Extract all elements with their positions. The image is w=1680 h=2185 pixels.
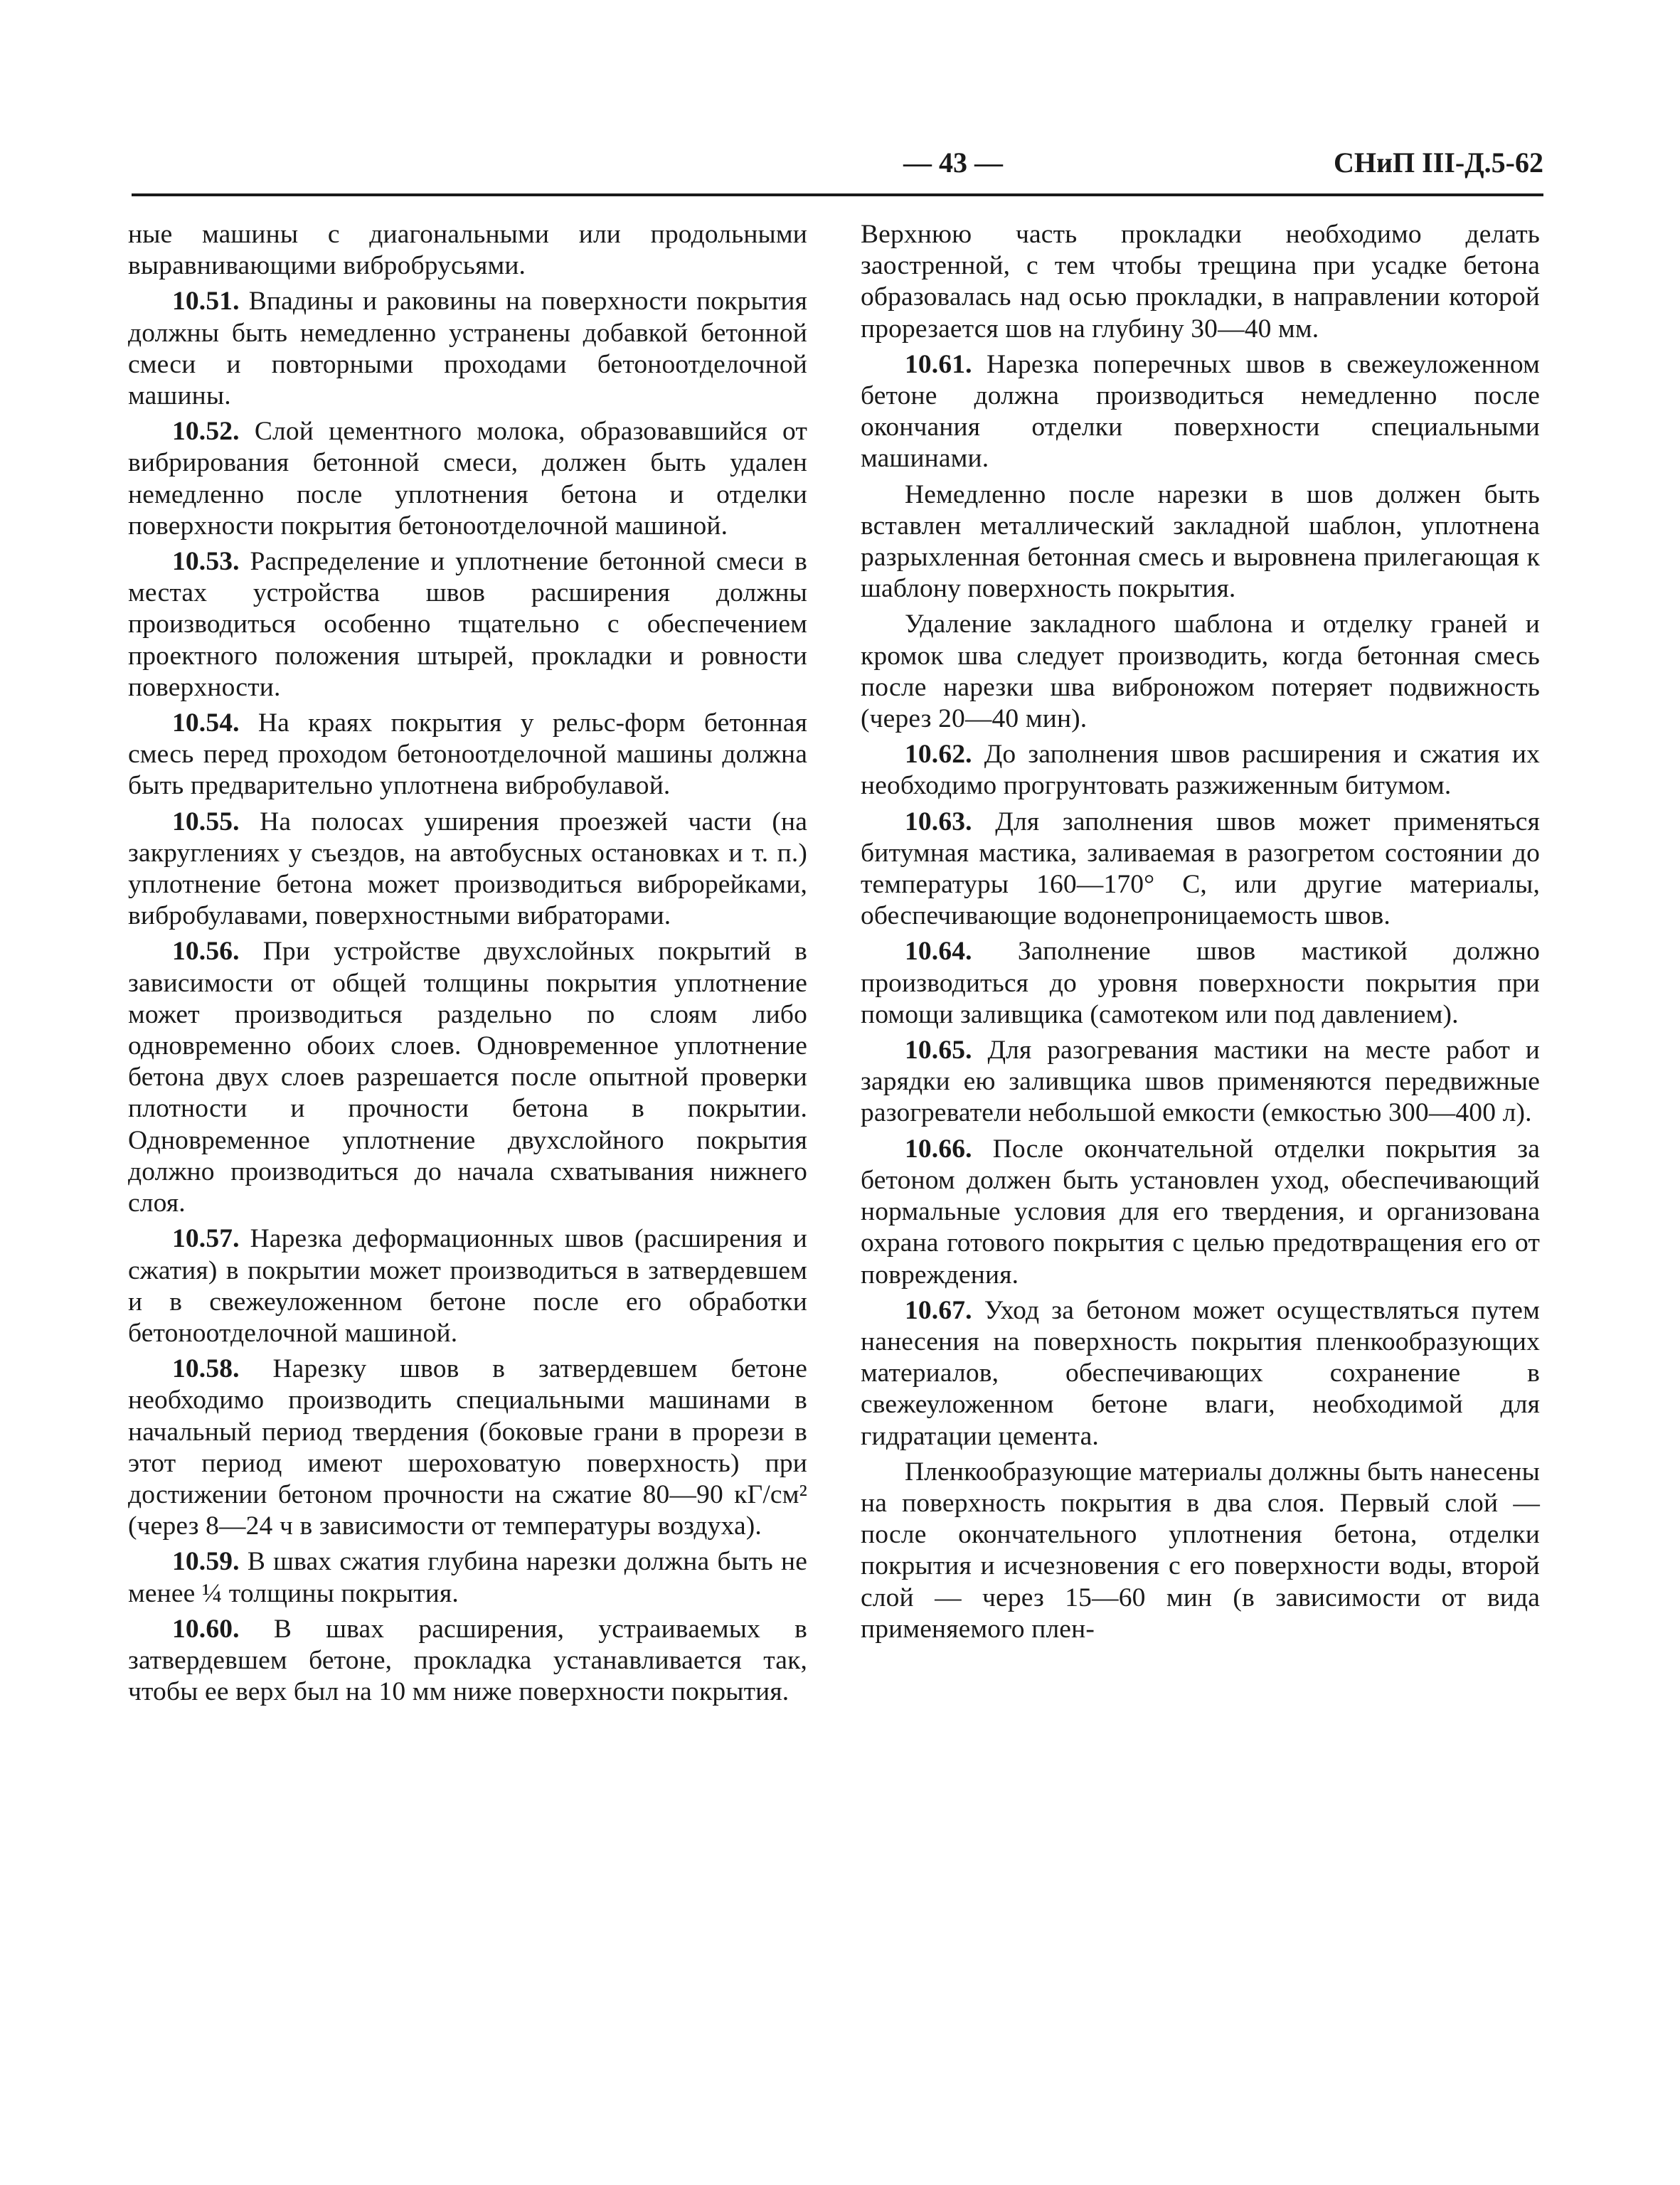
paragraph <box>128 1546 807 1609</box>
paragraph-text: Пленкообразующие материалы должны быть нанесены на поверхность покрытия в два слоя. Первый слой — после окончательного уплотнения бетона, отделки покрытия и исчезновения с его поверхности воды, второй слой — через 15—60 мин (в зависимости от вида применяемого плен- <box>861 1457 1540 1644</box>
paragraph <box>128 416 807 542</box>
clause-number: 10.65. <box>905 1036 972 1065</box>
paragraph-text: Впадины и раковины на поверхности покрытия должны быть немедленно устранены добавкой бетонной смеси и повторными проходами бетоноотделочной машины. <box>128 287 807 411</box>
paragraph <box>128 546 807 703</box>
clause-number: 10.57. <box>172 1224 240 1254</box>
clause-number: 10.58. <box>172 1354 240 1384</box>
clause-number: 10.51. <box>172 287 240 317</box>
paragraph <box>861 479 1540 605</box>
clause-number: 10.64. <box>905 937 972 967</box>
clause-number: 10.62. <box>905 740 972 770</box>
paragraph-text: На полосах уширения проезжей части (на закруглениях у съездов, на автобусных остановках и т. п.) уплотнение бетона может производиться виброрейками, вибробулавами, поверхностными вибраторами. <box>128 807 807 931</box>
clause-number: 10.52. <box>172 417 240 447</box>
paragraph <box>861 349 1540 475</box>
clause-number: 10.60. <box>172 1614 240 1644</box>
clause-number: 10.66. <box>905 1134 972 1164</box>
paragraph-text: Для заполнения швов может применяться битумная мастика, заливаемая в разогретом состоянии до температуры 160—170° С, или другие материалы, обеспечивающие водонепроницаемость швов. <box>861 807 1540 931</box>
paragraph <box>128 807 807 932</box>
header-rule <box>132 193 1543 196</box>
paragraph-text: В швах сжатия глубина нарезки должна быть не менее ¼ толщины покрытия. <box>128 1547 807 1608</box>
paragraph <box>128 1614 807 1708</box>
paragraph <box>861 1134 1540 1291</box>
paragraph <box>128 1223 807 1349</box>
paragraph <box>128 936 807 1219</box>
paragraph-text: Нарезка деформационных швов (расширения и сжатия) в покрытии может производиться в затвердевшем и в свежеуложенном бетоне после его обработки бетоноотделочной машиной. <box>128 1224 807 1348</box>
clause-number: 10.54. <box>172 708 240 738</box>
page-header <box>132 146 1543 188</box>
paragraph <box>861 219 1540 345</box>
paragraph-text: До заполнения швов расширения и сжатия их необходимо прогрунтовать разжиженным битумом. <box>861 740 1540 801</box>
paragraph-text: Распределение и уплотнение бетонной смеси в местах устройства швов расширения должны производиться особенно тщательно с обеспечением проектного положения штырей, прокладки и ровности поверхности. <box>128 547 807 702</box>
paragraph-text: Слой цементного молока, образовавшийся от вибрирования бетонной смеси, должен быть удален немедленно после уплотнения бетона и отделки поверхности покрытия бетоноотделочной машиной. <box>128 417 807 541</box>
page-number: — 43 — <box>903 147 1003 179</box>
clause-number: 10.55. <box>172 807 240 836</box>
paragraph <box>128 1354 807 1542</box>
paragraph <box>861 739 1540 802</box>
clause-number: 10.67. <box>905 1295 972 1325</box>
paragraph-text: Уход за бетоном может осуществляться путем нанесения на поверхность покрытия пленкообразующих материалов, обеспечивающих сохранение в свежеуложенном бетоне влаги, необходимой для гидратации цемента. <box>861 1295 1540 1451</box>
paragraph-text: После окончательной отделки покрытия за бетоном должен быть установлен уход, обеспечивающий нормальные условия для его твердения, и организована охрана готового покрытия с целью предотвращения его от повреждения. <box>861 1134 1540 1290</box>
paragraph <box>128 219 807 282</box>
clause-number: 10.63. <box>905 807 972 836</box>
paragraph-text: ные машины с диагональными или продольными выравнивающими вибробрусьями. <box>128 220 807 281</box>
paragraph-text: Для разогревания мастики на месте работ и зарядки ею заливщика швов применяются передвижные разогреватели небольшой емкости (емкостью 300—400 л). <box>861 1036 1540 1128</box>
paragraph-text: Заполнение швов мастикой должно производиться до уровня поверхности покрытия при помощи заливщика (самотеком или под давлением). <box>861 937 1541 1029</box>
paragraph-text: Нарезку швов в затвердевшем бетоне необходимо производить специальными машинами в начальный период твердения (боковые грани в прорези в этот период имеют шероховатую поверхность) при достижении бетоном прочности на сжатие 80—90 кГ/см² (через 8—24 ч в зависимости от температуры воздуха). <box>128 1354 807 1541</box>
paragraph <box>861 936 1540 1031</box>
paragraph <box>861 1295 1540 1452</box>
paragraph <box>861 807 1540 932</box>
paragraph <box>861 1035 1540 1129</box>
paragraph-text: В швах расширения, устраиваемых в затвердевшем бетоне, прокладка устанавливается так, чтобы ее верх был на 10 мм ниже поверхности покрытия. <box>128 1614 807 1707</box>
paragraph <box>861 1457 1540 1645</box>
paragraph-text: Нарезка поперечных швов в свежеуложенном бетоне должна производиться немедленно после окончания отделки поверхности специальными машинами. <box>861 349 1540 474</box>
paragraph-text: Немедленно после нарезки в шов должен быть вставлен металлический закладной шаблон, уплотнена разрыхленная бетонная смесь и выровнена прилегающая к шаблону поверхность покрытия. <box>861 479 1540 604</box>
clause-number: 10.53. <box>172 547 240 577</box>
clause-number: 10.56. <box>172 937 240 967</box>
paragraph <box>128 708 807 802</box>
clause-number: 10.59. <box>172 1547 240 1577</box>
left-column <box>128 219 807 1712</box>
clause-number: 10.61. <box>905 349 972 379</box>
paragraph-text: На краях покрытия у рельс-форм бетонная смесь перед проходом бетоноотделочной машины должна быть предварительно уплотнена вибробулавой. <box>128 708 807 801</box>
paragraph-text: Верхнюю часть прокладки необходимо делать заостренной, с тем чтобы трещина при усадке бетона образовалась над осью прокладки, в направлении которой прорезается шов на глубину 30—40 мм. <box>861 220 1540 344</box>
paragraph <box>128 286 807 412</box>
right-column <box>861 219 1540 1649</box>
document-code: СНиП III-Д.5-62 <box>1333 147 1543 179</box>
paragraph-text: При устройстве двухслойных покрытий в зависимости от общей толщины покрытия уплотнение может производиться раздельно по слоям либо одновременно обоих слоев. Одновременное уплотнение бетона двух слоев разрешается после опытной проверки плотности и прочности бетона в покрытии. Одновременное уплотнение двухслойного покрытия должно производиться до начала схватывания нижнего слоя. <box>128 937 808 1218</box>
paragraph-text: Удаление закладного шаблона и отделку граней и кромок шва следует производить, когда бетонная смесь после нарезки шва виброножом потеряет подвижность (через 20—40 мин). <box>861 610 1540 734</box>
paragraph <box>861 609 1540 735</box>
